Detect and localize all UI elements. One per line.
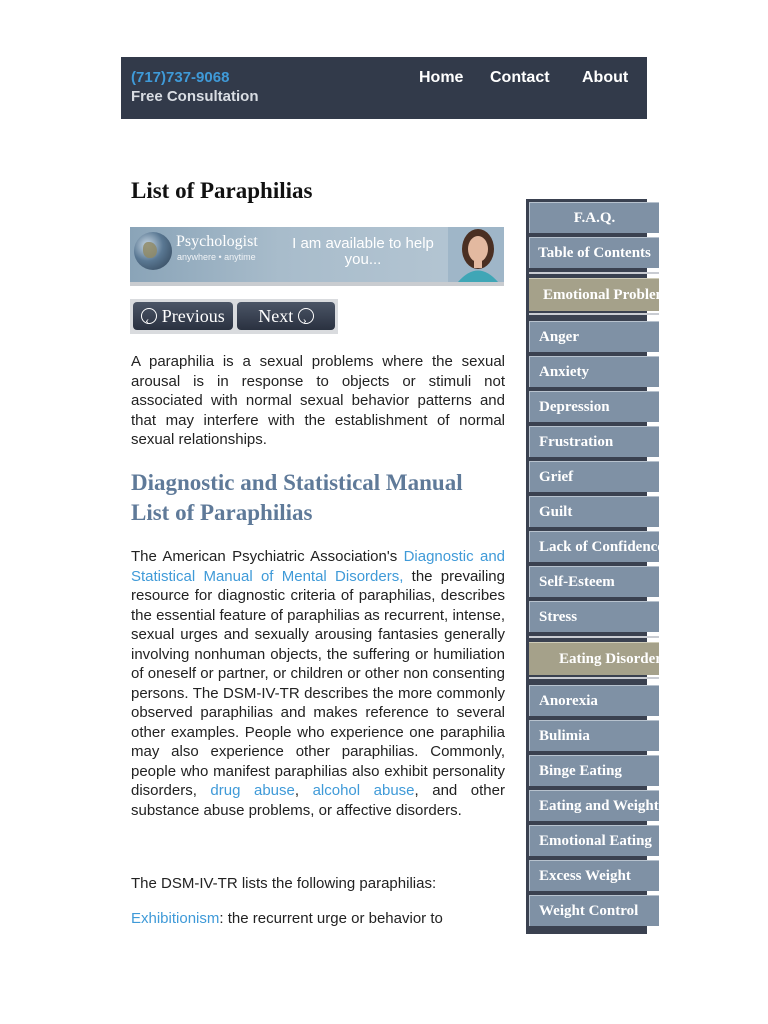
banner-brand: Psychologist (176, 233, 258, 250)
sidebar-item-excess-weight[interactable]: Excess Weight (529, 860, 659, 891)
drug-abuse-link[interactable]: drug abuse (210, 782, 295, 799)
sidebar-item-anger[interactable]: Anger (529, 321, 659, 352)
top-bar (121, 57, 647, 119)
sidebar-item-faq[interactable]: F.A.Q. (529, 202, 659, 233)
sidebar-item-anxiety[interactable]: Anxiety (529, 356, 659, 387)
sidebar-item-table-of-contents[interactable]: Table of Contents (529, 237, 659, 268)
sidebar-divider (529, 272, 659, 274)
previous-button[interactable] (133, 302, 233, 330)
sidebar-divider (529, 313, 659, 315)
sidebar-item-weight-control[interactable]: Weight Control (529, 895, 659, 926)
sidebar-item-depression[interactable]: Depression (529, 391, 659, 422)
sidebar-item-stress[interactable]: Stress (529, 601, 659, 632)
sidebar-item-binge-eating[interactable]: Binge Eating (529, 755, 659, 786)
intro-paragraph: A paraphilia is a sexual problems where the sexual arousal is in response to objects or stimuli not associated with normal sexual behavior patterns and that may interfere with the establishment of normal sexual relationships. (131, 353, 505, 448)
section-title: Diagnostic and Statistical Manual List of Paraphilias (131, 470, 463, 525)
sidebar-divider (529, 677, 659, 679)
exhibitionism-link[interactable]: Exhibitionism (131, 910, 220, 927)
next-label: Next (258, 306, 294, 326)
banner-tagline: anywhere • anytime (177, 252, 256, 262)
pagination (130, 299, 338, 334)
sidebar-item-anorexia[interactable]: Anorexia (529, 685, 659, 716)
dsm-manual-link[interactable]: Diagnostic and Statistical Manual of Mental Disorders, (131, 548, 505, 585)
sidebar-item-emotional-eating[interactable]: Emotional Eating (529, 825, 659, 856)
dsm-text-middle: the prevailing resource for diagnostic criteria of paraphilias, describes the essential feature of paraphilias as recurrent, intense, sexual urges and sexually arousing fantasies generally involving nonhuman objects, the suffering or humiliation of oneself or partner, or children or other non consenting persons. The DSM-IV-TR describes the more commonly observed paraphilias and makes reference to several other examples. People who experience one paraphilia may also experience other paraphilias. Commonly, people who manifest paraphilias also exhibit personality disorders, (131, 567, 505, 799)
sidebar-divider (529, 636, 659, 638)
sidebar-item-bulimia[interactable]: Bulimia (529, 720, 659, 751)
nav-about[interactable]: About (582, 69, 629, 86)
sidebar-item-frustration[interactable]: Frustration (529, 426, 659, 457)
nav-contact[interactable]: Contact (490, 69, 550, 86)
globe-icon (134, 232, 172, 270)
exhibitionism-paragraph (131, 909, 505, 929)
free-consultation[interactable]: Free Consultation (131, 88, 259, 105)
page-title: List of Paraphilias (131, 178, 313, 203)
sidebar-item-grief[interactable]: Grief (529, 461, 659, 492)
list-intro-paragraph: The DSM-IV-TR lists the following paraphilias: (131, 875, 437, 892)
chevron-right-icon (298, 308, 314, 324)
exhibitionism-text: : the recurrent urge or behavior to (219, 910, 443, 927)
sidebar-item-eating-and-weight[interactable]: Eating and Weight (529, 790, 659, 821)
next-button[interactable] (237, 302, 335, 330)
woman-portrait-image (448, 227, 504, 282)
dsm-paragraph (131, 547, 505, 820)
sidebar-heading-eating-disorders[interactable]: Eating Disorders (529, 642, 659, 675)
sidebar-item-lack-of-confidence[interactable]: Lack of Confidence (529, 531, 659, 562)
chevron-left-icon (141, 308, 157, 324)
sidebar-item-self-esteem[interactable]: Self-Esteem (529, 566, 659, 597)
sidebar-heading-emotional-problems[interactable]: Emotional Problems (529, 278, 659, 311)
phone-number[interactable]: (717)737-9068 (131, 69, 230, 86)
sidebar-menu (526, 199, 674, 934)
alcohol-abuse-link[interactable]: alcohol abuse (312, 782, 415, 799)
sidebar-item-guilt[interactable]: Guilt (529, 496, 659, 527)
dsm-text-start: The American Psychiatric Association's (131, 548, 404, 565)
dsm-text-comma: , (294, 782, 313, 799)
banner-message: I am available to help you... (292, 235, 434, 268)
psychologist-banner[interactable] (130, 227, 504, 286)
previous-label: Previous (161, 306, 225, 326)
dsm-text-end: , and other substance abuse problems, or affective disorders. (131, 782, 505, 819)
nav-home[interactable]: Home (419, 69, 464, 86)
